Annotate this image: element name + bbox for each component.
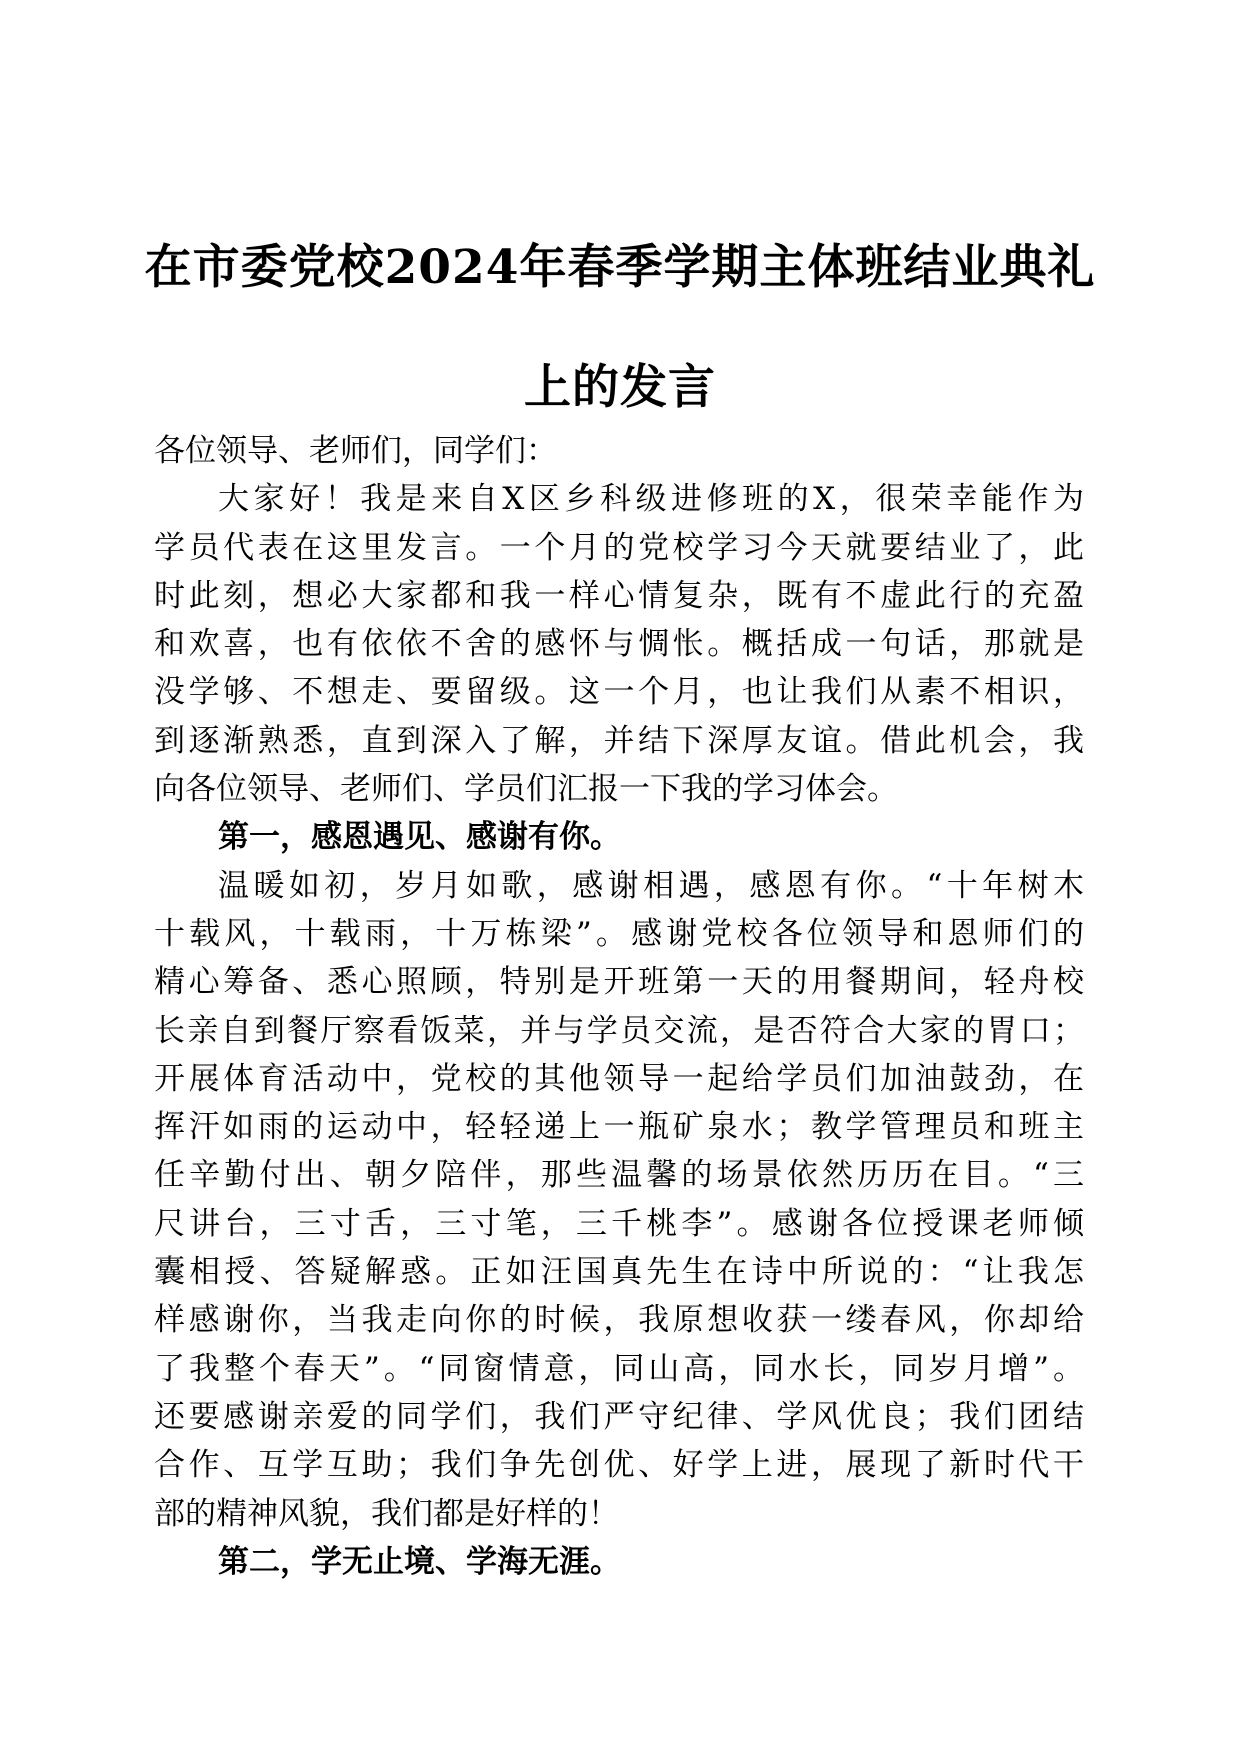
body-line: 时此刻，想必大家都和我一样心情复杂，既有不虚此行的充盈 [154, 577, 1084, 614]
body-line: 十载风，十载雨，十万栋梁”。感谢党校各位领导和恩师们的 [154, 915, 1084, 952]
section-heading: 第二，学无止境、学海无涯。 [218, 1543, 621, 1580]
body-line: 挥汗如雨的运动中，轻轻递上一瓶矿泉水；教学管理员和班主 [154, 1109, 1084, 1146]
body-line: 部的精神风貌，我们都是好样的！ [154, 1495, 619, 1532]
body-line: 精心筹备、悉心照顾，特别是开班第一天的用餐期间，轻舟校 [154, 964, 1084, 1001]
body-line: 和欢喜，也有依依不舍的感怀与惆怅。概括成一句话，那就是 [154, 626, 1084, 663]
body-line: 各位领导、老师们，同学们： [154, 433, 557, 469]
body-line: 尺讲台，三寸舌，三寸笔，三千桃李”。感谢各位授课老师倾 [154, 1205, 1084, 1242]
body-line: 任辛勤付出、朝夕陪伴，那些温馨的场景依然历历在目。“三 [154, 1157, 1084, 1194]
body-line: 长亲自到餐厅察看饭菜，并与学员交流，是否符合大家的胃口； [154, 1012, 1084, 1049]
body-line: 没学够、不想走、要留级。这一个月，也让我们从素不相识， [154, 674, 1084, 711]
body-line: 到逐渐熟悉，直到深入了解，并结下深厚友谊。借此机会，我 [154, 722, 1084, 759]
document-title-line-2: 上的发言 [524, 360, 716, 415]
body-line: 学员代表在这里发言。一个月的党校学习今天就要结业了，此 [154, 529, 1084, 566]
body-line: 样感谢你，当我走向你的时候，我原想收获一缕春风，你却给 [154, 1302, 1084, 1339]
body-line: 开展体育活动中，党校的其他领导一起给学员们加油鼓劲，在 [154, 1060, 1084, 1097]
body-line: 囊相授、答疑解惑。正如汪国真先生在诗中所说的：“让我怎 [154, 1254, 1084, 1291]
section-heading: 第一，感恩遇见、感谢有你。 [218, 819, 621, 856]
body-line: 温暖如初，岁月如歌，感谢相遇，感恩有你。“十年树木 [218, 867, 1084, 904]
body-line: 合作、互学互助；我们争先创优、好学上进，展现了新时代干 [154, 1447, 1084, 1484]
document-title-line-1: 在市委党校2024年春季学期主体班结业典礼 [144, 240, 1096, 295]
body-line: 了我整个春天”。“同窗情意，同山高，同水长，同岁月增”。 [154, 1350, 1084, 1387]
document-body [154, 427, 1084, 1586]
body-line: 大家好！我是来自X区乡科级进修班的X，很荣幸能作为 [218, 481, 1084, 518]
body-line: 向各位领导、老师们、学员们汇报一下我的学习体会。 [154, 771, 898, 808]
body-line: 还要感谢亲爱的同学们，我们严守纪律、学风优良；我们团结 [154, 1398, 1084, 1435]
